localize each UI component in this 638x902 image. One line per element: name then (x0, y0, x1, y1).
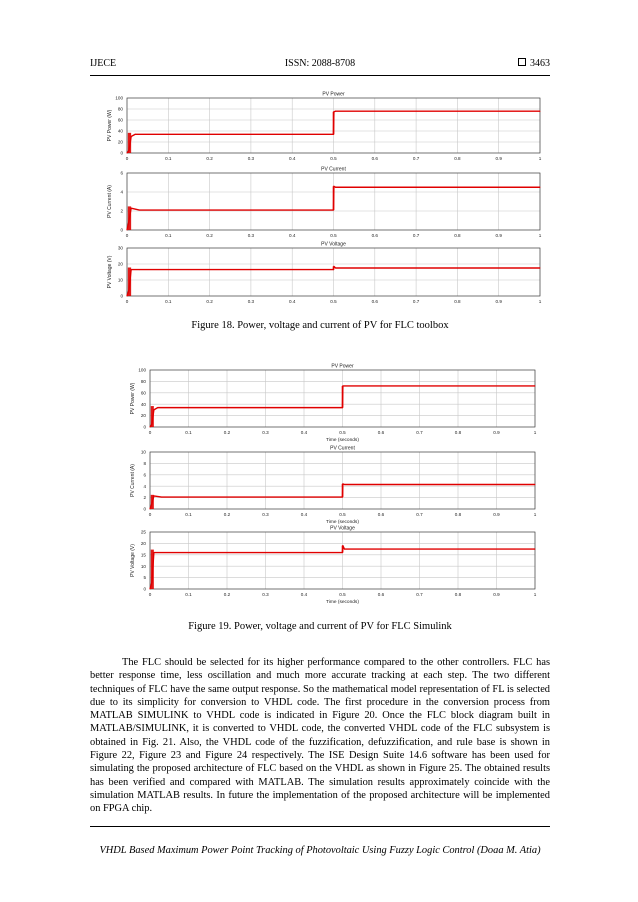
y-tick-label: 100 (138, 367, 146, 373)
x-tick-label: 0.7 (416, 430, 423, 435)
x-tick-label: 0.8 (454, 512, 462, 517)
y-axis-label: PV Voltage (V) (130, 544, 136, 577)
y-tick-label: 80 (117, 106, 123, 112)
subplot-title: PV Current (330, 445, 355, 452)
y-axis-label: PV Voltage (V) (107, 255, 113, 289)
data-point (135, 134, 136, 135)
x-tick-label: 0 (125, 233, 129, 238)
x-tick-label: 0.8 (454, 592, 462, 597)
data-point (333, 266, 334, 267)
x-tick-label: 0.4 (300, 592, 308, 597)
x-tick-label: 0.5 (339, 592, 346, 597)
x-tick-label: 0.5 (330, 233, 337, 238)
issn: ISSN: 2088-8708 (284, 58, 356, 69)
y-axis-label: PV Current (A) (130, 464, 136, 497)
x-tick-label: 1 (538, 233, 542, 238)
data-point (540, 111, 541, 112)
x-tick-label: 1 (533, 592, 537, 597)
x-tick-label: 0.1 (165, 233, 172, 238)
data-point (151, 582, 152, 583)
x-axis-label: Time (seconds) (326, 438, 359, 443)
y-tick-label: 10 (140, 563, 146, 569)
page-number: 3463 (530, 58, 550, 69)
x-tick-label: 0.5 (339, 512, 346, 517)
data-point (342, 407, 343, 408)
subplot (130, 526, 537, 606)
y-tick-label: 60 (117, 117, 123, 123)
page-number-block (518, 58, 550, 69)
data-point (151, 424, 152, 425)
x-tick-label: 0.6 (377, 592, 385, 597)
subplot-title: PV Power (322, 91, 345, 98)
x-tick-label: 0.4 (289, 233, 296, 238)
y-axis-label: PV Current (A) (107, 185, 113, 218)
x-tick-label: 0.1 (185, 592, 192, 597)
x-tick-label: 1 (533, 512, 537, 517)
y-axis-label: PV Power (W) (107, 109, 113, 142)
subplot (130, 446, 537, 526)
subplot-title: PV Voltage (321, 241, 346, 248)
x-tick-label: 0.5 (330, 299, 337, 304)
x-tick-label: 1 (538, 156, 542, 161)
y-tick-label: 80 (140, 379, 146, 384)
y-axis-label: PV Power (W) (130, 382, 136, 415)
data-point (161, 497, 162, 498)
subplot (107, 242, 542, 305)
x-tick-label: 0 (148, 430, 152, 435)
data-point (131, 269, 132, 270)
x-tick-label: 0.1 (185, 512, 192, 517)
x-tick-label: 0.6 (377, 430, 385, 435)
x-tick-label: 0.7 (416, 512, 423, 517)
data-point (342, 552, 343, 553)
data-point (153, 409, 154, 410)
figure-19-caption: Figure 19. Power, voltage and current of PV for FLC Simulink (188, 621, 452, 632)
page-header (90, 58, 550, 74)
data-point (161, 552, 162, 553)
x-tick-label: 0.3 (262, 430, 269, 435)
subplot (107, 167, 542, 239)
x-tick-label: 0.5 (330, 156, 337, 161)
data-point (342, 483, 343, 484)
page-footer: VHDL Based Maximum Power Point Tracking of Photovoltaic Using Fuzzy Logic Control (Doaa M. Atia) (99, 845, 541, 856)
data-point (157, 407, 158, 408)
data-point (129, 220, 130, 221)
data-point (333, 111, 334, 112)
y-tick-label: 2 (143, 495, 146, 501)
x-tick-label: 0.6 (371, 299, 378, 304)
x-tick-label: 1 (533, 430, 537, 435)
y-tick-label: 4 (143, 483, 146, 489)
y-tick-label: 60 (140, 390, 146, 396)
data-point (342, 497, 343, 498)
y-tick-label: 40 (140, 401, 146, 407)
header-rule (90, 75, 550, 76)
x-tick-label: 0.3 (262, 512, 269, 517)
y-tick-label: 2 (120, 208, 123, 214)
data-point (535, 549, 536, 550)
data-point (139, 269, 140, 270)
x-tick-label: 0.8 (454, 299, 461, 304)
data-point (344, 385, 345, 386)
x-tick-label: 0.9 (495, 299, 502, 304)
data-point (335, 111, 336, 112)
x-tick-label: 0.5 (339, 430, 346, 435)
checkbox-icon (518, 58, 526, 66)
x-axis-label: Time (seconds) (326, 520, 359, 525)
figure-19 (120, 360, 540, 608)
y-tick-label: 6 (120, 170, 123, 176)
footer-rule (90, 826, 550, 827)
data-point (129, 289, 130, 290)
x-tick-label: 0.9 (493, 430, 500, 435)
data-point (139, 210, 140, 211)
x-tick-label: 0 (148, 512, 152, 517)
data-point (153, 495, 154, 496)
subplot-title: PV Power (331, 363, 354, 370)
y-tick-label: 20 (117, 261, 123, 267)
figure-18-caption: Figure 18. Power, voltage and current of PV for FLC toolbox (191, 320, 449, 331)
y-tick-label: 10 (140, 449, 146, 455)
data-point (150, 427, 151, 428)
x-tick-label: 0.7 (412, 156, 420, 161)
x-tick-label: 0.9 (495, 233, 502, 238)
y-tick-label: 0 (143, 506, 146, 512)
y-tick-label: 4 (120, 189, 123, 195)
body-paragraph: The FLC should be selected for its higher performance compared to the other controllers. FLC has better response time, less oscillation and much more accurate tracking at each step. The two different techniques of FLC have the same output response. So the mathematical model representation of FL is selected due to its simplicity for conversion to VHDL code. The first procedure in the conversion process from MATLAB SIMULINK to VHDL code is indicated in Figure 20. Once the FLC block diagram built in MATLAB/SIMULINK, it is converted to VHDL code, the converted VHDL code of the FLC subsystem is obtained in Fig. 21. Also, the VHDL code of the fuzzification, defuzzification, and rule base is shown in Figure 22, Figure 23 and Figure 24 respectively. The ISE Design Suite 14.6 software has been used for simulating the proposed architecture of FLC based on the VHDL as shown in Figure 25. The obtained results has been verified and compared with MATLAB. The simulation results approximately coincide with the simulation MATLAB results. In future the implementation of the proposed architecture will be implemented on FPGA chip. (90, 657, 550, 815)
data-point (535, 385, 536, 386)
data-point (344, 484, 345, 485)
data-point (344, 549, 345, 550)
x-tick-label: 0.2 (206, 156, 213, 161)
x-tick-label: 0.6 (377, 512, 385, 517)
x-tick-label: 0.2 (223, 592, 231, 597)
y-tick-label: 5 (143, 575, 146, 581)
data-point (127, 153, 128, 154)
x-tick-label: 0.7 (412, 299, 420, 304)
subplot-title: PV Current (321, 166, 346, 173)
data-point (129, 150, 130, 151)
y-tick-label: 20 (117, 139, 123, 145)
x-tick-label: 0.3 (247, 156, 255, 161)
x-tick-label: 0.4 (300, 512, 308, 517)
y-tick-label: 100 (115, 95, 123, 101)
x-tick-label: 0.9 (493, 512, 500, 517)
data-point (342, 385, 343, 386)
y-tick-label: 8 (143, 461, 146, 466)
data-point (333, 134, 334, 135)
x-tick-label: 0.3 (262, 592, 269, 597)
x-tick-label: 0.2 (206, 233, 213, 238)
y-tick-label: 25 (140, 529, 146, 535)
data-point (150, 509, 151, 510)
y-tick-label: 20 (140, 541, 146, 546)
x-tick-label: 0.6 (371, 233, 378, 238)
x-tick-label: 0.3 (247, 233, 255, 238)
x-tick-label: 0.1 (165, 156, 172, 161)
data-point (131, 136, 132, 137)
data-point (127, 230, 128, 231)
journal-name: IJECE (90, 58, 117, 69)
y-tick-label: 10 (117, 277, 123, 283)
x-tick-label: 0.8 (454, 156, 461, 161)
x-axis-label: Time (seconds) (326, 600, 359, 605)
y-tick-label: 40 (117, 128, 123, 134)
data-point (535, 484, 536, 485)
data-point (540, 268, 541, 269)
data-point (342, 545, 343, 546)
y-tick-label: 0 (143, 586, 146, 592)
y-tick-label: 0 (120, 293, 123, 299)
x-tick-label: 1 (538, 299, 542, 304)
y-tick-label: 6 (143, 472, 146, 478)
y-tick-label: 20 (140, 413, 146, 419)
x-tick-label: 0 (125, 156, 129, 161)
data-point (150, 589, 151, 590)
data-point (540, 187, 541, 188)
y-tick-label: 0 (143, 424, 146, 430)
x-tick-label: 0.8 (454, 233, 461, 238)
y-tick-label: 0 (120, 150, 123, 156)
x-tick-label: 0.7 (416, 592, 423, 597)
subplot (130, 364, 537, 444)
data-point (335, 187, 336, 188)
subplot (107, 92, 542, 162)
data-point (333, 269, 334, 270)
x-tick-label: 0.3 (247, 299, 255, 304)
x-tick-label: 0.2 (223, 430, 231, 435)
data-point (333, 186, 334, 187)
x-tick-label: 0.4 (289, 156, 296, 161)
data-point (153, 552, 154, 553)
x-tick-label: 0.4 (289, 299, 296, 304)
data-point (151, 503, 152, 504)
x-tick-label: 0.2 (223, 512, 231, 517)
x-tick-label: 0.6 (371, 156, 378, 161)
data-point (131, 208, 132, 209)
x-tick-label: 0.7 (412, 233, 420, 238)
figure-18 (105, 88, 545, 304)
x-tick-label: 0.8 (454, 430, 462, 435)
x-tick-label: 0 (148, 592, 152, 597)
x-tick-label: 0.4 (300, 430, 308, 435)
x-tick-label: 0.9 (495, 156, 502, 161)
y-tick-label: 30 (117, 245, 123, 251)
data-point (127, 296, 128, 297)
y-tick-label: 15 (140, 552, 146, 558)
subplot-title: PV Voltage (330, 525, 355, 532)
data-point (333, 210, 334, 211)
x-tick-label: 0 (125, 299, 129, 304)
data-point (335, 268, 336, 269)
x-tick-label: 0.2 (206, 299, 213, 304)
y-tick-label: 0 (120, 227, 123, 233)
x-tick-label: 0.1 (185, 430, 192, 435)
x-tick-label: 0.9 (493, 592, 500, 597)
x-tick-label: 0.1 (165, 299, 172, 304)
